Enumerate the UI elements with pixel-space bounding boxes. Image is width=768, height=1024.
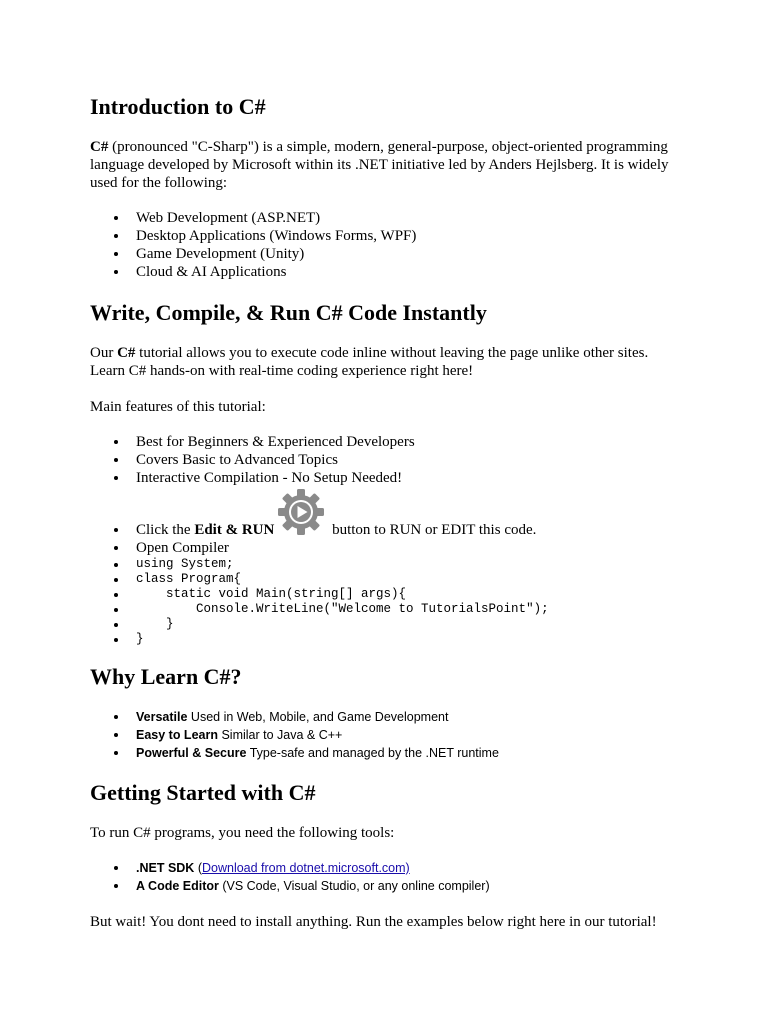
features-label: Main features of this tutorial:: [90, 399, 266, 415]
code-line: }: [90, 617, 549, 632]
list-item: Desktop Applications (Windows Forms, WPF): [90, 227, 416, 245]
item-bold: Versatile: [136, 710, 188, 724]
heading-write-compile-run: Write, Compile, & Run C# Code Instantly: [90, 300, 487, 325]
sdk-bold: .NET SDK: [136, 861, 195, 875]
item-bold: Powerful & Secure: [136, 746, 247, 760]
why-list: [90, 708, 499, 762]
list-item: Covers Basic to Advanced Topics: [90, 451, 415, 469]
heading-getting-started: Getting Started with C#: [90, 780, 316, 805]
list-item: Cloud & AI Applications: [90, 263, 416, 281]
compiler-list: [90, 487, 549, 647]
intro-text: (pronounced "C-Sharp") is a simple, modern, general-purpose, object-oriented programming language developed by Microsoft within its .NET initiative led by Anders Hejlsberg. It is widely used for the following:: [90, 139, 669, 191]
write-bold-csharp: C#: [117, 345, 136, 361]
intro-bold-csharp: C#: [90, 139, 109, 155]
list-item: Web Development (ASP.NET): [90, 209, 416, 227]
open-compiler-link[interactable]: Open Compiler: [90, 539, 549, 557]
heading-why-learn: Why Learn C#?: [90, 664, 242, 689]
tools-paragraph: To run C# programs, you need the following tools:: [90, 825, 395, 841]
list-item: [90, 708, 499, 726]
write-text-prefix: Our: [90, 345, 118, 361]
code-line: class Program{: [90, 572, 549, 587]
editor-bold: A Code Editor: [136, 879, 219, 893]
intro-paragraph: [90, 138, 680, 192]
write-paragraph: [90, 344, 680, 380]
edit-run-instruction: [90, 487, 549, 539]
features-list: [90, 433, 415, 487]
list-item: [90, 726, 499, 744]
tools-list: [90, 859, 490, 895]
item-bold: Easy to Learn: [136, 728, 218, 742]
list-item: Game Development (Unity): [90, 245, 416, 263]
list-item: [90, 877, 490, 895]
item-text: Similar to Java & C++: [217, 728, 343, 742]
editor-text: (VS Code, Visual Studio, or any online compiler): [218, 879, 490, 893]
closing-paragraph: But wait! You dont need to install anything. Run the examples below right here in our tutorial!: [90, 914, 657, 930]
list-item: Best for Beginners & Experienced Developers: [90, 433, 415, 451]
code-line: using System;: [90, 557, 549, 572]
item-text: Type-safe and managed by the .NET runtime: [246, 746, 499, 760]
list-item: [90, 744, 499, 762]
code-line: Console.WriteLine("Welcome to TutorialsPoint");: [90, 602, 549, 617]
click-prefix: Click the: [136, 522, 195, 538]
gear-play-icon[interactable]: [277, 488, 325, 536]
list-item: [90, 859, 490, 877]
heading-introduction: Introduction to C#: [90, 94, 266, 119]
dotnet-download-link[interactable]: Download from dotnet.microsoft.com): [201, 861, 410, 875]
list-item: Interactive Compilation - No Setup Needed!: [90, 469, 415, 487]
click-bold-edit-run: Edit & RUN: [194, 522, 275, 538]
click-suffix: button to RUN or EDIT this code.: [328, 522, 537, 538]
item-text: Used in Web, Mobile, and Game Development: [187, 710, 449, 724]
write-text: tutorial allows you to execute code inline without leaving the page unlike other sites. Learn C# hands-on with real-time coding experience right here!: [90, 345, 649, 379]
code-line: static void Main(string[] args){: [90, 587, 549, 602]
sdk-paren: (: [194, 861, 202, 875]
uses-list: [90, 209, 416, 281]
code-line: }: [90, 632, 549, 647]
